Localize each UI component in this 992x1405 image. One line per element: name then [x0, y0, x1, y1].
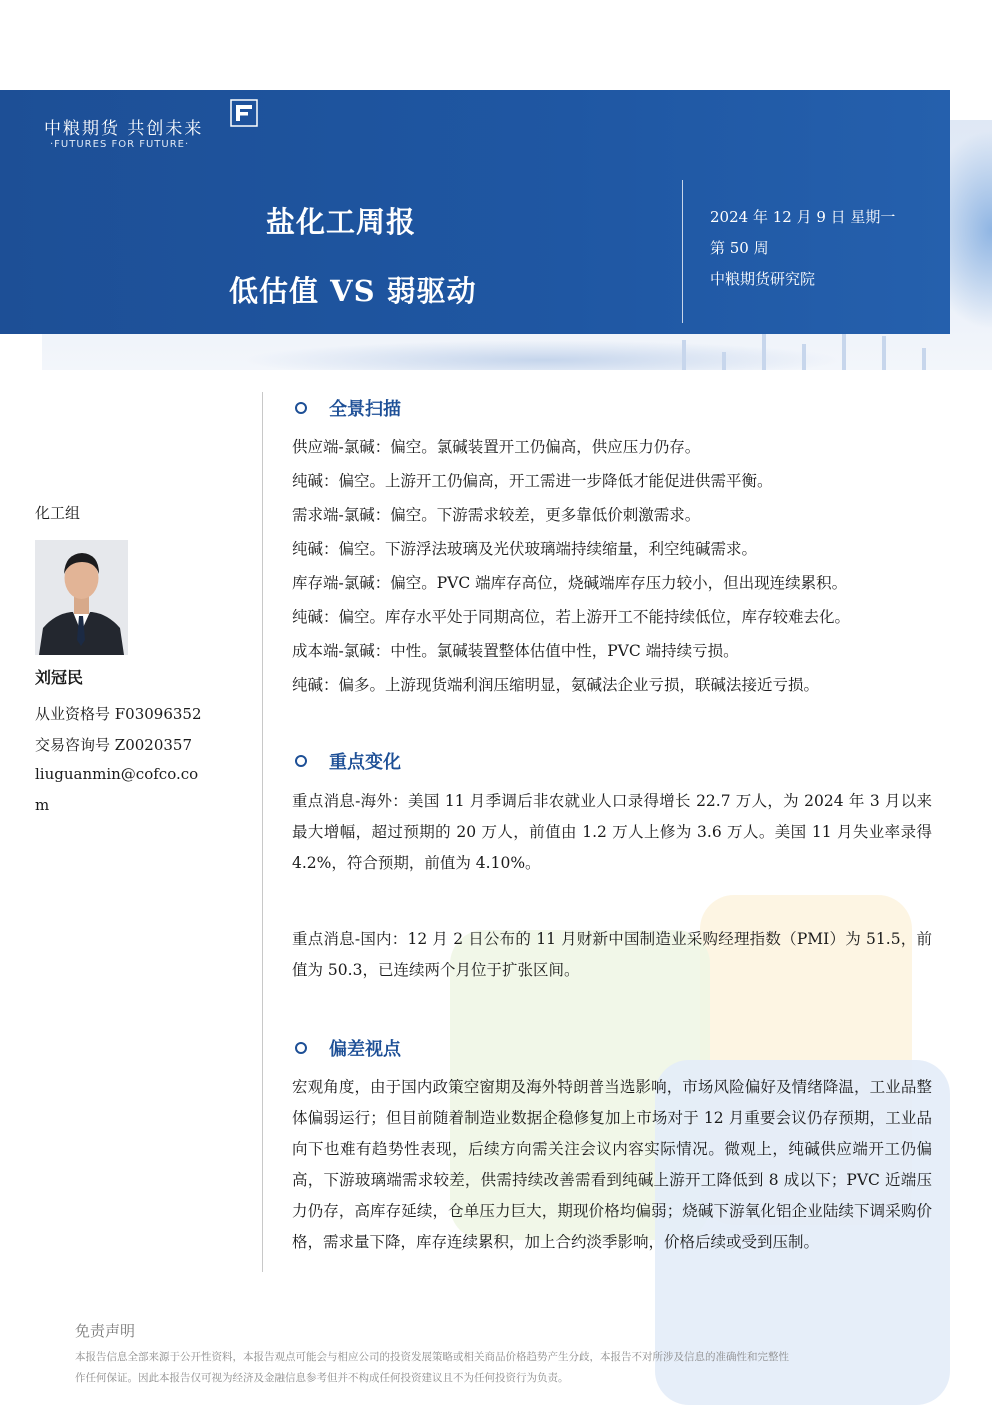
overview-line: 纯碱：偏多。上游现货端利润压缩明显，氨碱法企业亏损，联碱法接近亏损。	[292, 676, 820, 694]
overview-line: 成本端-氯碱：中性。氯碱装置整体估值中性，PVC 端持续亏损。	[292, 642, 739, 660]
overview-line: 纯碱：偏空。库存水平处于同期高位，若上游开工不能持续低位，库存较难去化。	[292, 608, 851, 626]
section-view-heading	[295, 1035, 401, 1061]
analyst-email[interactable]: liuguanmin@cofco.co	[35, 765, 199, 783]
logo-text: 中粮期货 共创未来	[44, 119, 204, 139]
overview-line: 库存端-氯碱：偏空。PVC 端库存高位，烧碱端库存压力较小，但出现连续累积。	[292, 574, 848, 592]
section-overview-heading	[295, 395, 401, 421]
company-logo-icon	[230, 99, 258, 127]
disclaimer-text: 本报告信息全部来源于公开性资料，本报告观点可能会与相应公司的投资发展策略或相关商品价格趋势产生分歧，本报告不对所涉及信息的准确性和完整性	[75, 1351, 789, 1363]
analyst-name: 刘冠民	[35, 668, 84, 687]
banner-bar	[922, 348, 926, 370]
section-bullet-icon	[295, 1042, 307, 1054]
report-subtitle: 低估值 VS 弱驱动	[229, 274, 477, 308]
section-changes-heading	[295, 748, 401, 774]
overview-line: 纯碱：偏空。上游开工仍偏高，开工需进一步降低才能促进供需平衡。	[292, 472, 773, 490]
section-bullet-icon	[295, 755, 307, 767]
header-divider	[682, 180, 683, 323]
disclaimer-text: 作任何保证。因此本报告仅可视为经济及金融信息参考但并不构成任何投资建议且不为任何投资行为负责。	[75, 1372, 569, 1384]
banner-bar	[802, 344, 806, 370]
section-title: 全景扫描	[329, 399, 401, 420]
section-title: 偏差视点	[329, 1039, 401, 1060]
column-divider	[262, 392, 263, 1272]
report-week: 第 50 周	[710, 239, 769, 257]
report-institute: 中粮期货研究院	[710, 270, 816, 288]
view-paragraph: 宏观角度，由于国内政策空窗期及海外特朗普当选影响，市场风险偏好及情绪降温，工业品整体偏弱运行；但目前随着制造业数据企稳修复加上市场对于 12 月重要会议仍存预期，工业品向下也难有趋势性表现，后续方向需关注会议内容实际情况。微观上，纯碱供应端开工仍偏高，下游玻璃端需求较差，供需持续改善需看到纯碱上游开工降低到 8 成以下；PVC 近端压力仍存，高库存延续，仓单压力巨大，期现价格均偏弱；烧碱下游氧化铝企业陆续下调采购价格，需求量下降，库存连续累积，加上合约淡季影响，价格后续或受到压制。	[292, 1078, 932, 1251]
banner-bar	[762, 330, 766, 370]
banner-bar	[682, 340, 686, 370]
changes-domestic-paragraph: 重点消息-国内：12 月 2 日公布的 11 月财新中国制造业采购经理指数（PMI）为 51.5，前值为 50.3，已连续两个月位于扩张区间。	[292, 930, 932, 979]
team-name: 化工组	[35, 504, 81, 522]
analyst-photo	[35, 540, 128, 655]
banner-bar	[722, 352, 726, 370]
analyst-email-wrap[interactable]: m	[35, 796, 50, 814]
consult-number: 交易咨询号 Z0020357	[35, 736, 192, 754]
overview-line: 供应端-氯碱：偏空。氯碱装置开工仍偏高，供应压力仍存。	[292, 438, 701, 456]
disclaimer-title: 免责声明	[75, 1322, 136, 1340]
banner-bar	[882, 336, 886, 370]
overview-line: 纯碱：偏空。下游浮法玻璃及光伏玻璃端持续缩量，利空纯碱需求。	[292, 540, 758, 558]
person-icon	[35, 540, 128, 655]
banner-glow	[242, 340, 842, 370]
section-bullet-icon	[295, 402, 307, 414]
report-date: 2024 年 12 月 9 日 星期一	[710, 208, 896, 226]
section-title: 重点变化	[329, 752, 401, 773]
logo-subtitle: ·FUTURES FOR FUTURE·	[50, 139, 190, 150]
overview-line: 需求端-氯碱：偏空。下游需求较差，更多靠低价刺激需求。	[292, 506, 701, 524]
license-number: 从业资格号 F03096352	[35, 705, 202, 723]
report-title: 盐化工周报	[266, 205, 417, 239]
changes-overseas-paragraph: 重点消息-海外：美国 11 月季调后非农就业人口录得增长 22.7 万人，为 2024 年 3 月以来最大增幅，超过预期的 20 万人，前值由 1.2 万人上修为 3.6 万人。美国 11 月失业率录得 4.2%，符合预期，前值为 4.10%。	[292, 792, 932, 872]
